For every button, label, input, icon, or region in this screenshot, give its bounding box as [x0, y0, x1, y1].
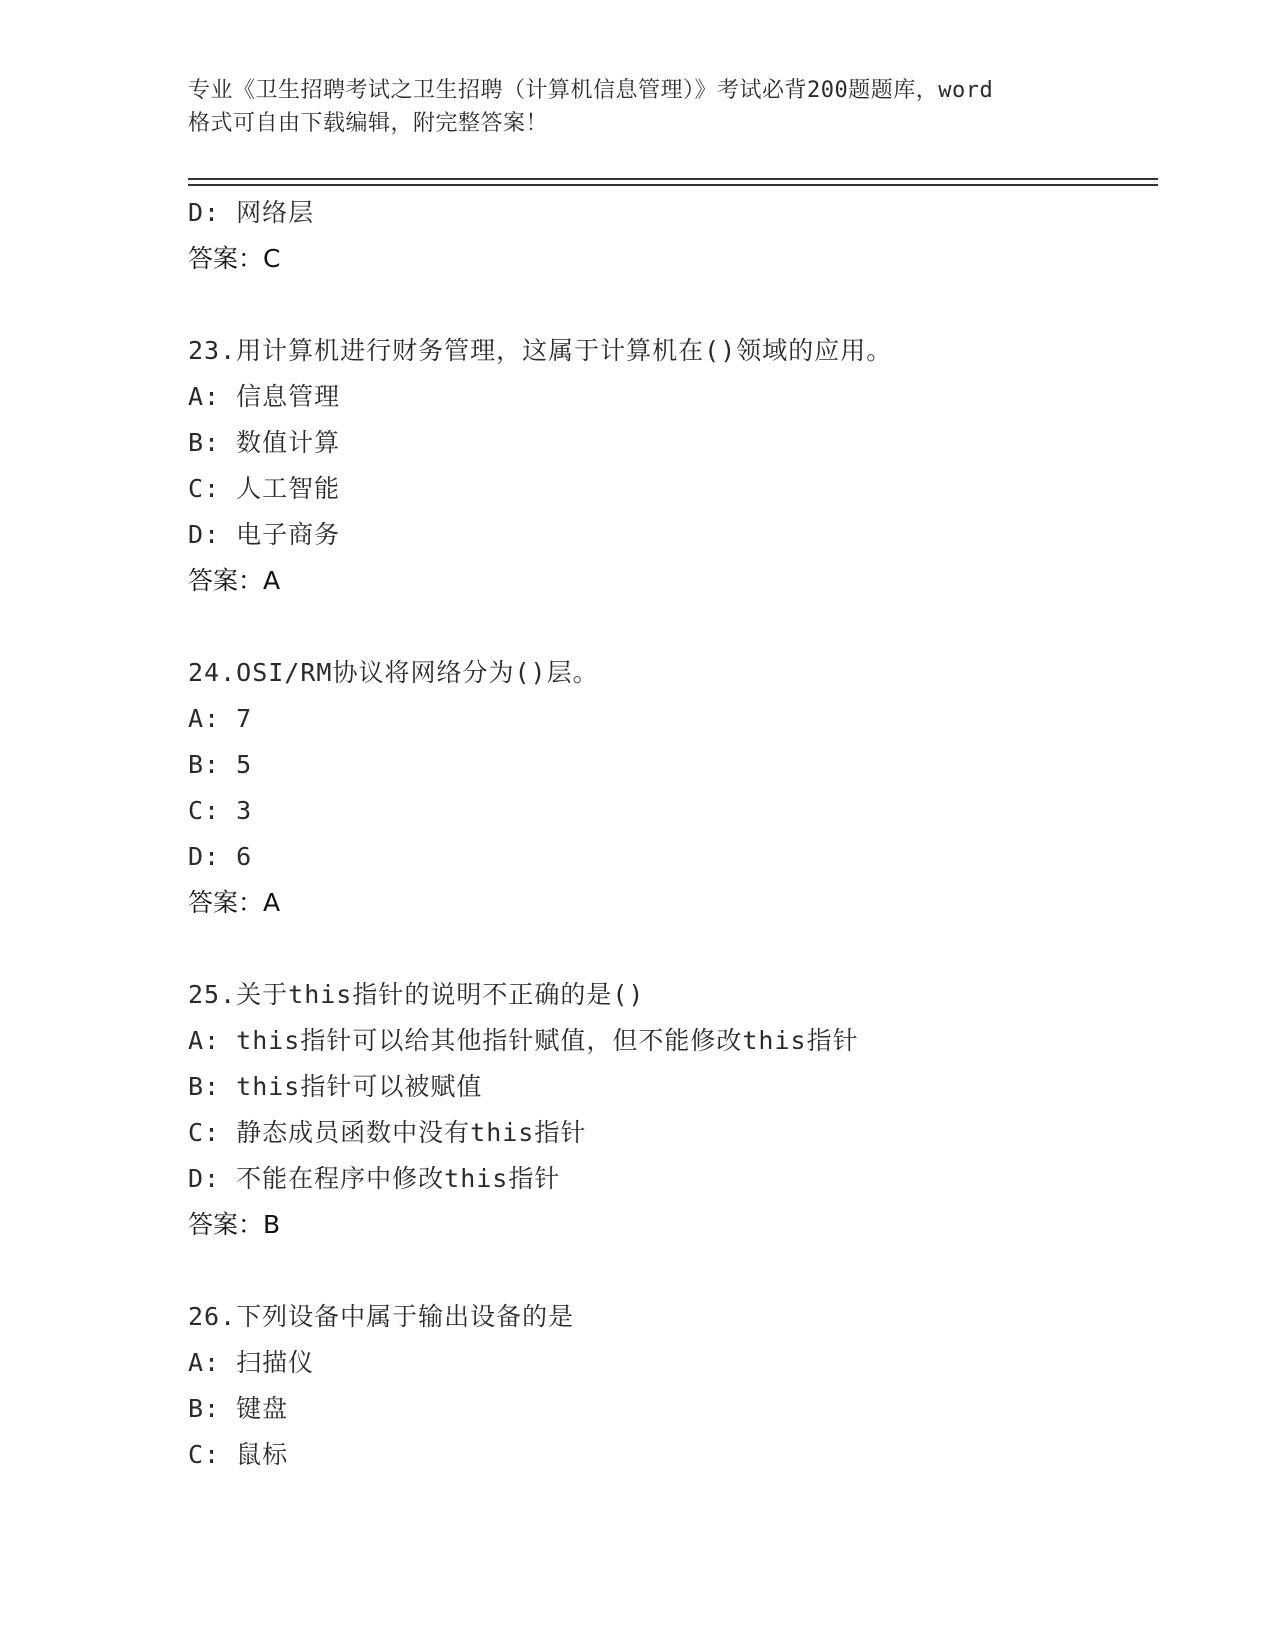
answer-line: 答案：C	[188, 244, 281, 273]
option-a: A: 信息管理	[188, 382, 341, 411]
answer-line: 答案：A	[188, 888, 281, 917]
answer-line: 答案：A	[188, 566, 281, 595]
spacer	[188, 282, 1148, 328]
question-stem: 25.关于this指针的说明不正确的是()	[188, 980, 645, 1009]
spacer	[188, 926, 1148, 972]
option-b: B: 键盘	[188, 1394, 289, 1423]
document-header	[188, 74, 1088, 140]
option-c: C: 鼠标	[188, 1440, 289, 1469]
option-a: A: 7	[188, 704, 253, 733]
option-c: C: 3	[188, 796, 253, 825]
answer-line: 答案：B	[188, 1210, 281, 1239]
question-stem: 23.用计算机进行财务管理，这属于计算机在()领域的应用。	[188, 336, 893, 365]
header-divider-top	[188, 178, 1158, 180]
question-stem: 24.OSI/RM协议将网络分为()层。	[188, 658, 599, 687]
option-d: D: 电子商务	[188, 520, 341, 549]
option-d: D: 网络层	[188, 198, 315, 227]
option-a: A: 扫描仪	[188, 1348, 315, 1377]
option-b: B: this指针可以被赋值	[188, 1072, 483, 1101]
header-divider-bottom	[188, 184, 1158, 186]
option-a: A: this指针可以给其他指针赋值，但不能修改this指针	[188, 1026, 859, 1055]
header-line-2: 格式可自由下载编辑，附完整答案！	[188, 111, 549, 136]
spacer	[188, 1248, 1148, 1294]
option-b: B: 5	[188, 750, 253, 779]
question-stem: 26.下列设备中属于输出设备的是	[188, 1302, 575, 1331]
option-b: B: 数值计算	[188, 428, 341, 457]
option-c: C: 静态成员函数中没有this指针	[188, 1118, 587, 1147]
header-line-1: 专业《卫生招聘考试之卫生招聘（计算机信息管理）》考试必背200题题库，word	[188, 78, 994, 103]
option-c: C: 人工智能	[188, 474, 341, 503]
question-list	[188, 190, 1148, 1478]
spacer	[188, 604, 1148, 650]
option-d: D: 不能在程序中修改this指针	[188, 1164, 561, 1193]
option-d: D: 6	[188, 842, 253, 871]
